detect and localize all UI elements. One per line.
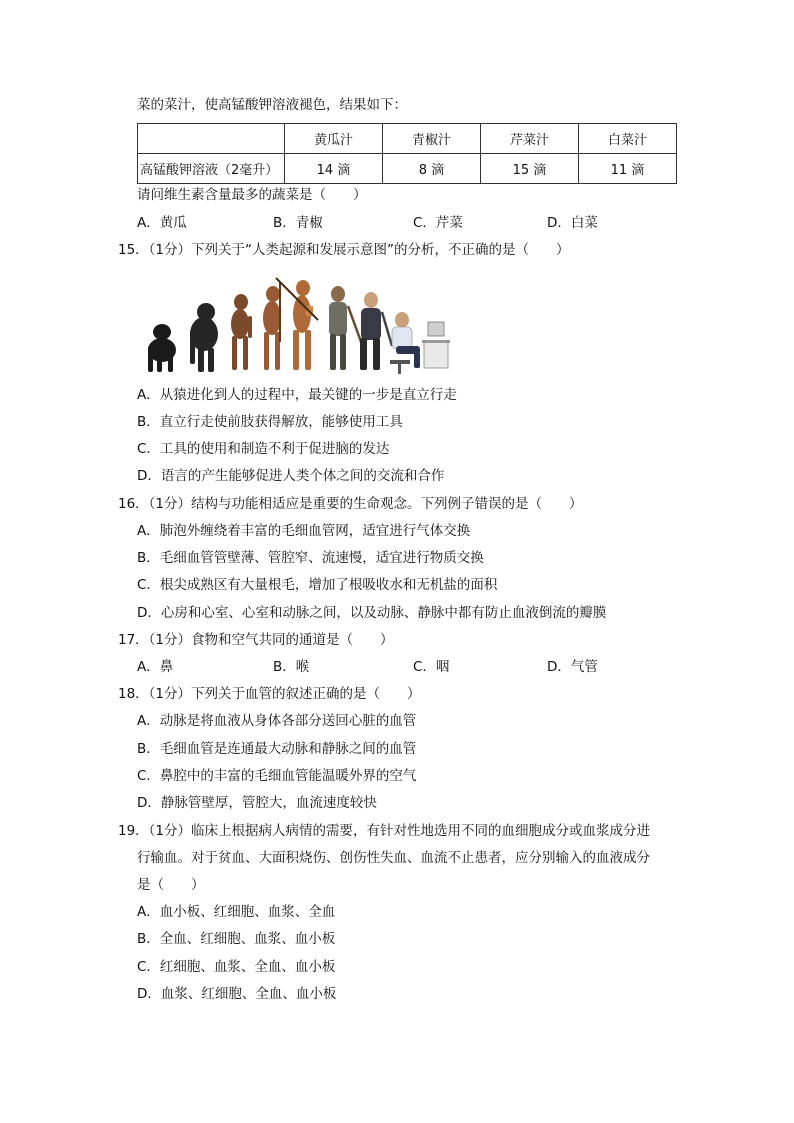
- hominid-figure-4: [263, 282, 281, 370]
- q19-stem-line1: 19．（1分）临床上根据病人病情的需要，有针对性地选用不同的血细胞成分或血浆成分进: [118, 823, 651, 839]
- table-header-cell: 青椒汁: [383, 124, 481, 154]
- ape-figure-1: [148, 324, 176, 372]
- q18-option-b[interactable]: B．毛细血管是连通最大动脉和静脉之间的血管: [137, 741, 417, 757]
- q14-option-c[interactable]: C．芹菜: [413, 215, 463, 231]
- table-cell: 8 滴: [383, 154, 481, 184]
- q17-option-c[interactable]: C．咽: [413, 659, 450, 675]
- q15-option-d[interactable]: D．语言的产生能够促进人类个体之间的交流和合作: [137, 468, 445, 484]
- q15-option-a[interactable]: A．从猿进化到人的过程中，最关键的一步是直立行走: [137, 387, 457, 403]
- table-row: [138, 154, 677, 184]
- q14-intro-text: 菜的菜汁，使高锰酸钾溶液褪色，结果如下：: [137, 97, 407, 113]
- q17-stem: 17．（1分）食物和空气共同的通道是（ ）: [118, 632, 394, 648]
- table-header-cell: [138, 124, 285, 154]
- q17-options: [137, 658, 697, 676]
- human-evolution-image: [140, 272, 450, 376]
- q19-stem-line3: 是（ ）: [137, 877, 205, 893]
- human-figure-6: [329, 286, 364, 370]
- table-header-cell: 白菜汁: [579, 124, 677, 154]
- q15-option-c[interactable]: C．工具的使用和制造不利于促进脑的发达: [137, 441, 390, 457]
- q14-stem: 请问维生素含量最多的蔬菜是（ ）: [137, 187, 367, 203]
- q14-option-d[interactable]: D．白菜: [547, 215, 598, 231]
- table-cell: 14 滴: [285, 154, 383, 184]
- hominid-figure-5: [276, 278, 318, 370]
- q19-option-d[interactable]: D．血浆、红细胞、全血、血小板: [137, 986, 337, 1002]
- q14-option-b[interactable]: B．青椒: [273, 215, 323, 231]
- q19-option-c[interactable]: C．红细胞、血浆、全血、血小板: [137, 959, 336, 975]
- table-cell: 15 滴: [481, 154, 579, 184]
- table-header-row: [138, 124, 677, 154]
- q18-option-a[interactable]: A．动脉是将血液从身体各部分送回心脏的血管: [137, 713, 417, 729]
- q18-option-d[interactable]: D．静脉管壁厚，管腔大，血流速度较快: [137, 795, 377, 811]
- hominid-figure-3: [231, 294, 252, 370]
- q19-option-b[interactable]: B．全血、红细胞、血浆、血小板: [137, 931, 336, 947]
- table-row-label: 高锰酸钾溶液（2毫升）: [138, 154, 285, 184]
- q17-option-a[interactable]: A．鼻: [137, 659, 174, 675]
- q14-option-a[interactable]: A．黄瓜: [137, 215, 187, 231]
- q19-option-a[interactable]: A．血小板、红细胞、血浆、全血: [137, 904, 336, 920]
- q19-stem-line2: 行输血。对于贫血、大面积烧伤、创伤性失血、血流不止患者，应分别输入的血液成分: [137, 850, 650, 866]
- table-header-cell: 芹菜汁: [481, 124, 579, 154]
- q18-option-c[interactable]: C．鼻腔中的丰富的毛细血管能温暖外界的空气: [137, 768, 417, 784]
- human-figure-7: [360, 292, 392, 370]
- q16-option-d[interactable]: D．心房和心室、心室和动脉之间，以及动脉、静脉中都有防止血液倒流的瓣膜: [137, 605, 607, 621]
- ape-figure-2: [190, 303, 218, 372]
- q16-stem: 16．（1分）结构与功能相适应是重要的生命观念。下列例子错误的是（ ）: [118, 496, 583, 512]
- q16-option-c[interactable]: C．根尖成熟区有大量根毛，增加了根吸收水和无机盐的面积: [137, 577, 498, 593]
- q14-options: [137, 214, 697, 232]
- human-figure-8-computer: [390, 312, 450, 374]
- q15-stem: 15．（1分）下列关于“人类起源和发展示意图”的分析，不正确的是（ ）: [118, 242, 570, 258]
- table-header-cell: 黄瓜汁: [285, 124, 383, 154]
- table-cell: 11 滴: [579, 154, 677, 184]
- vegetable-juice-table: [137, 123, 677, 184]
- q18-stem: 18．（1分）下列关于血管的叙述正确的是（ ）: [118, 686, 421, 702]
- q17-option-d[interactable]: D．气管: [547, 659, 598, 675]
- q16-option-a[interactable]: A．肺泡外缠绕着丰富的毛细血管网，适宜进行气体交换: [137, 523, 471, 539]
- q17-option-b[interactable]: B．喉: [273, 659, 310, 675]
- q15-option-b[interactable]: B．直立行走使前肢获得解放，能够使用工具: [137, 414, 403, 430]
- q16-option-b[interactable]: B．毛细血管管壁薄、管腔窄、流速慢，适宜进行物质交换: [137, 550, 484, 566]
